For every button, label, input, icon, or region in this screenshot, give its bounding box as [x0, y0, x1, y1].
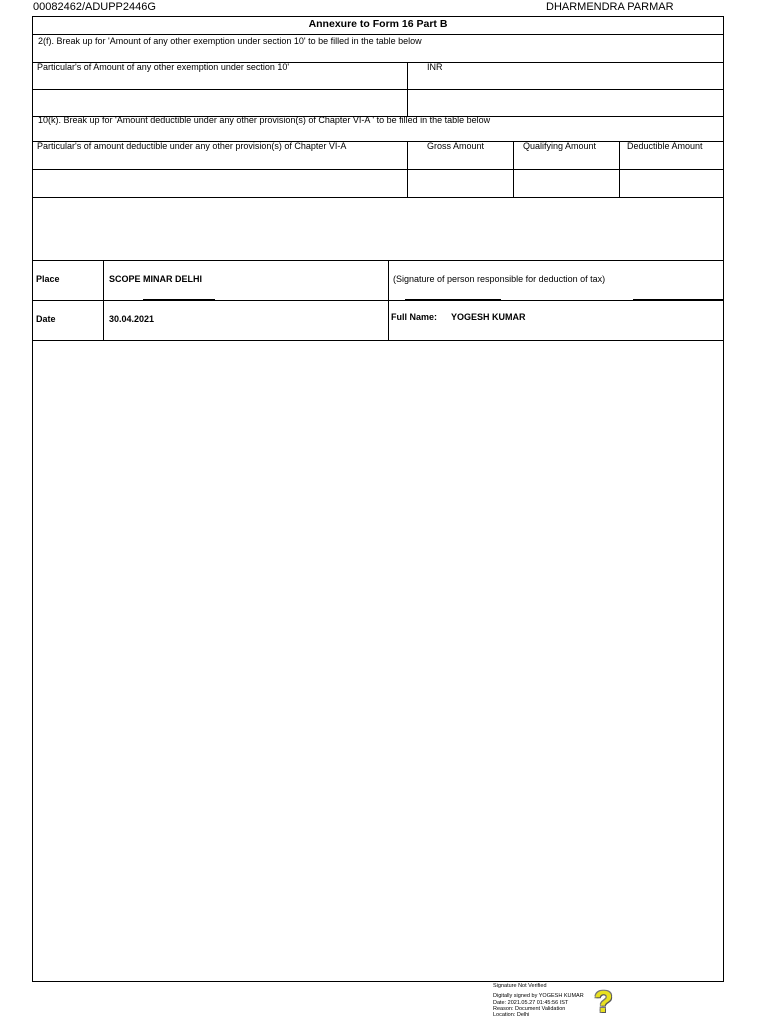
signature-date: Date: 2021.05.27 01:45:56 IST — [493, 999, 569, 1006]
full-name-label: Full Name: — [391, 312, 438, 322]
section-2f-instruction: 2(f). Break up for 'Amount of any other exemption under section 10' to be filled in the table below — [38, 36, 422, 46]
digital-signature-block — [493, 983, 584, 1018]
signature-location: Location: Delhi — [493, 1012, 530, 1019]
question-mark-icon: ? — [594, 984, 613, 1019]
section-2f-inr-header: INR — [427, 62, 443, 72]
full-name-value: YOGESH KUMAR — [451, 312, 526, 322]
signature-signed-by: Digitally signed by YOGESH KUMAR — [493, 993, 584, 1000]
place-label: Place — [36, 274, 60, 284]
section-10k-qualifying-header: Qualifying Amount — [523, 141, 597, 151]
section-10k-deductible-header: Deductible Amount — [627, 141, 703, 151]
signature-reason: Reason: Document Validation — [493, 1005, 566, 1012]
signature-status: Signature Not Verified — [493, 983, 547, 989]
date-label: Date — [36, 314, 56, 324]
section-10k-gross-header: Gross Amount — [427, 141, 485, 151]
employee-name: DHARMENDRA PARMAR — [546, 1, 674, 13]
date-value: 30.04.2021 — [109, 314, 155, 324]
section-10k-instruction: 10(k). Break up for 'Amount deductible under any other provision(s) of Chapter VI-A ' to be filled in the table below — [38, 115, 491, 125]
section-2f-particulars-header: Particular's of Amount of any other exemption under section 10' — [37, 62, 290, 72]
document-id: 00082462/ADUPP2446G — [33, 1, 156, 13]
form-frame — [32, 16, 724, 982]
place-value: SCOPE MINAR DELHI — [109, 274, 203, 284]
page-title: Annexure to Form 16 Part B — [308, 18, 448, 30]
signature-caption: (Signature of person responsible for deduction of tax) — [393, 274, 606, 284]
section-10k-particulars-header: Particular's of amount deductible under any other provision(s) of Chapter VI-A — [37, 141, 347, 151]
